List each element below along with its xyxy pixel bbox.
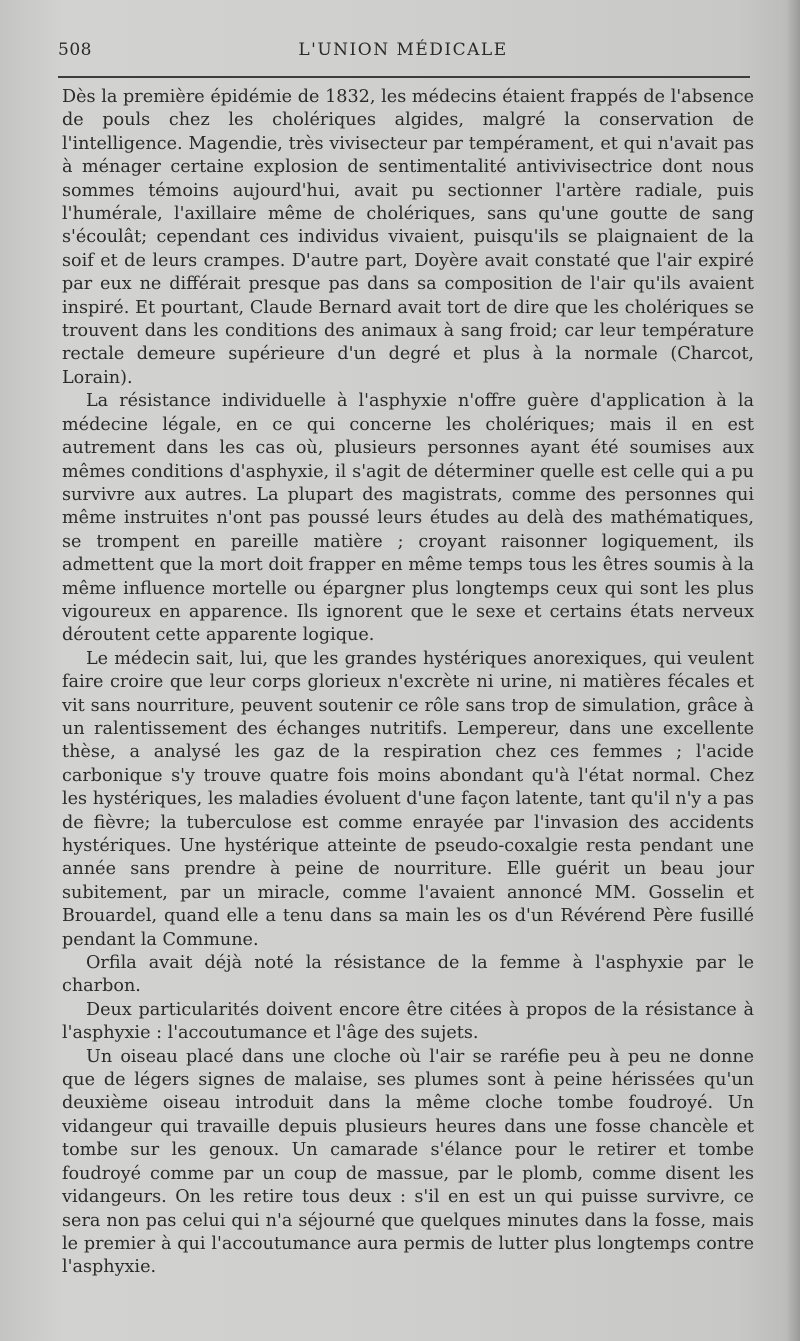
- paragraph: Le médecin sait, lui, que les grandes hystériques anorexiques, qui veulent faire croire que leur corps glorieux n'excrète ni urine, ni matières fécales et vit sans nourriture, peuvent soutenir ce rôle sans trop de simulation, grâce à un ralentissement des échanges nutritifs. Lempereur, dans une excellente thèse, a analysé les gaz de la respiration chez ces femmes ; l'acide carbonique s'y trouve quatre fois moins abondant qu'à l'état normal. Chez les hystériques, les maladies évoluent d'une façon latente, tant qu'il n'y a pas de fièvre; la tuberculose est comme enrayée par l'invasion des accidents hystériques. Une hystérique atteinte de pseudo-coxalgie resta pendant une année sans prendre à peine de nourriture. Elle guérit un beau jour subitement, par un miracle, comme l'avaient annoncé MM. Gosselin et Brouardel, quand elle a tenu dans sa main les os d'un Révérend Père fusillé pendant la Commune.: [62, 648, 754, 950]
- page-edge-shadow: [786, 0, 800, 1341]
- running-title: L'UNION MÉDICALE: [298, 40, 508, 60]
- paragraph: La résistance individuelle à l'asphyxie n'offre guère d'application à la médecine légale, en ce qui concerne les cholériques; mais il en est autrement dans les cas où, plusieurs personnes ayant été soumises aux mêmes conditions d'asphyxie, il s'agit de déterminer quelle est celle qui a pu survivre aux autres. La plupart des magistrats, comme des personnes qui même instruites n'ont pas poussé leurs études au delà des mathématiques, se trompent en pareille matière ; croyant raisonner logiquement, ils admettent que la mort doit frapper en même temps tous les êtres soumis à la même influence mortelle ou épargner plus longtemps ceux qui sont les plus vigoureux en apparence. Ils ignorent que le sexe et certains états nerveux déroutent cette apparente logique.: [62, 391, 754, 646]
- article-body: [62, 86, 754, 1280]
- header-rule: [58, 76, 750, 78]
- page-number: 508: [58, 40, 92, 60]
- page-header: [58, 40, 748, 66]
- paragraph: Deux particularités doivent encore être citées à propos de la résistance à l'asphyxie : l'accoutumance et l'âge des sujets.: [62, 999, 754, 1044]
- paragraph: Un oiseau placé dans une cloche où l'air se raréfie peu à peu ne donne que de légers signes de malaise, ses plumes sont à peine hérissées qu'un deuxième oiseau introduit dans la même cloche tombe foudroyé. Un vidangeur qui travaille depuis plusieurs heures dans une fosse chancèle et tombe sur les genoux. Un camarade s'élance pour le retirer et tombe foudroyé comme par un coup de massue, par le plomb, comme disent les vidangeurs. On les retire tous deux : s'il en est un qui puisse survivre, ce sera non pas celui qui n'a séjourné que quelques minutes dans la fosse, mais le premier à qui l'accoutumance aura permis de lutter plus longtemps contre l'asphyxie.: [62, 1046, 754, 1278]
- paragraph: Orfila avait déjà noté la résistance de la femme à l'asphyxie par le charbon.: [62, 953, 754, 997]
- paragraph: Dès la première épidémie de 1832, les médecins étaient frappés de l'absence de pouls chez les cholériques algides, malgré la conservation de l'intelligence. Magendie, très vivisecteur par tempérament, et qui n'avait pas à ménager certaine explosion de sentimentalité antivivisectrice dont nous sommes témoins aujourd'hui, avait pu sectionner l'artère radiale, puis l'humérale, l'axillaire même de cholériques, sans qu'une goutte de sang s'écoulât; cependant ces individus vivaient, puisqu'ils se plaignaient de la soif et de leurs crampes. D'autre part, Doyère avait constaté que l'air expiré par eux ne différait presque pas dans sa composition de l'air qu'ils avaient inspiré. Et pourtant, Claude Bernard avait tort de dire que les cholériques se trouvent dans les conditions des animaux à sang froid; car leur température rectale demeure supérieure d'un degré et plus à la normale (Charcot, Lorain).: [62, 87, 754, 388]
